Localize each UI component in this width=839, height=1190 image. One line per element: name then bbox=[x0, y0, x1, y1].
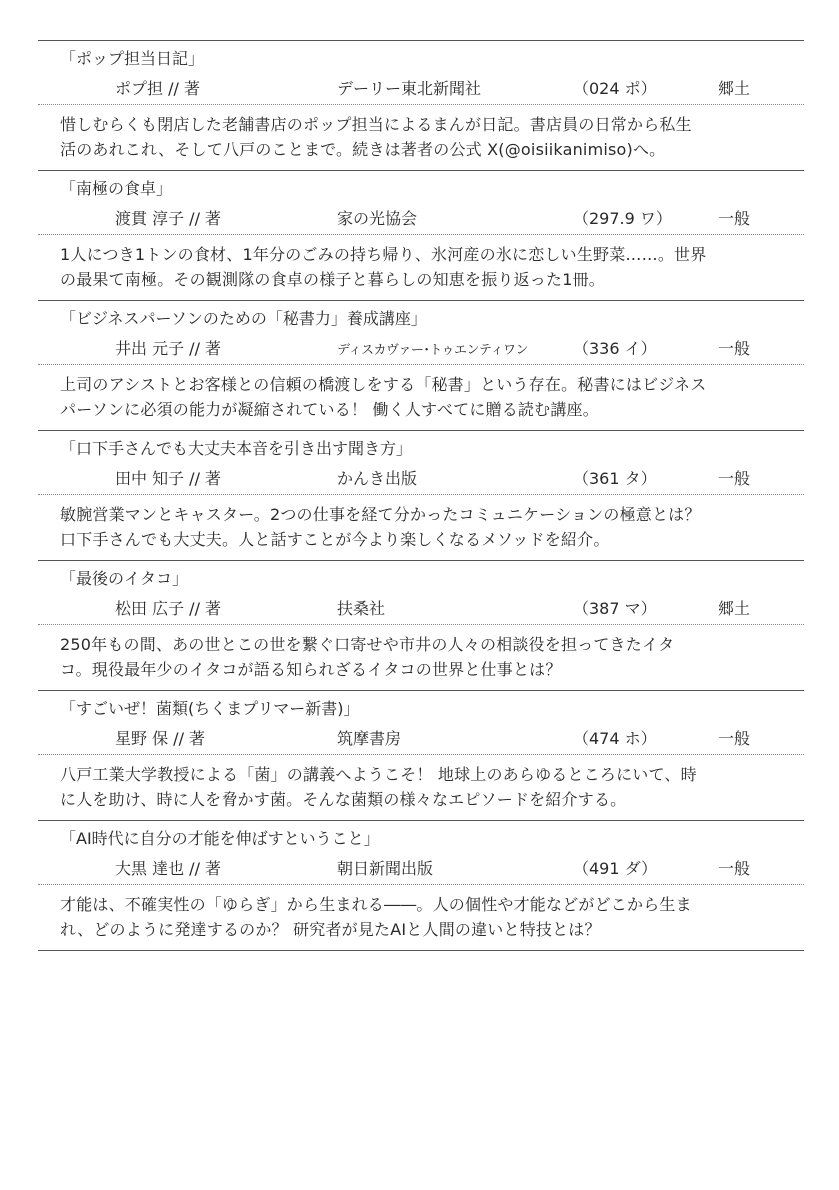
book-genre: 一般 bbox=[718, 209, 751, 228]
book-author: 井出 元子 // 著 bbox=[115, 339, 222, 358]
book-author: 大黒 達也 // 著 bbox=[115, 859, 222, 878]
book-publisher: 朝日新聞出版 bbox=[337, 859, 434, 878]
book-author: 渡貫 淳子 // 著 bbox=[115, 209, 222, 228]
book-description bbox=[38, 755, 804, 820]
book-entry bbox=[38, 300, 804, 430]
book-title: 「最後のイタコ」 bbox=[60, 569, 189, 588]
book-title: 「口下手さんでも大丈夫本音を引き出す聞き方」 bbox=[60, 439, 413, 458]
book-author: 松田 広子 // 著 bbox=[115, 599, 222, 618]
book-genre: 郷土 bbox=[718, 599, 751, 618]
book-meta bbox=[38, 857, 804, 885]
description-line: 活のあれこれ、そして八戸のことまで。続きは著者の公式 X(@oisiikanimiso)へ。 bbox=[60, 140, 666, 159]
description-line: 敏腕営業マンとキャスター。2つの仕事を経て分かったコミュニケーションの極意とは？ bbox=[60, 505, 701, 524]
book-meta bbox=[38, 467, 804, 495]
book-meta bbox=[38, 597, 804, 625]
book-description bbox=[38, 235, 804, 300]
book-genre: 一般 bbox=[718, 339, 751, 358]
description-line: 口下手さんでも大丈夫。人と話すことが今より楽しくなるメソッドを紹介。 bbox=[60, 530, 610, 549]
description-line: 惜しむらくも閉店した老舗書店のポップ担当によるまんが日記。書店員の日常から私生 bbox=[60, 115, 692, 134]
book-publisher: デーリー東北新聞社 bbox=[337, 79, 482, 98]
book-author: ポプ担 // 著 bbox=[115, 79, 200, 98]
description-line: 才能は、不確実性の「ゆらぎ」から生まれる――。人の個性や才能などがどこから生ま bbox=[60, 895, 692, 914]
book-call-number: （024 ポ） bbox=[573, 79, 657, 98]
description-line: 250年もの間、あの世とこの世を繋ぐ口寄せや市井の人々の相談役を担ってきたイタ bbox=[60, 635, 675, 654]
book-description bbox=[38, 625, 804, 690]
book-author: 田中 知子 // 著 bbox=[115, 469, 222, 488]
book-title: 「ビジネスパーソンのための「秘書力」養成講座」 bbox=[60, 309, 427, 328]
book-entry bbox=[38, 690, 804, 820]
book-description bbox=[38, 495, 804, 560]
book-list bbox=[38, 40, 804, 951]
book-title: 「すごいぜ！菌類(ちくまプリマー新書)」 bbox=[60, 699, 360, 718]
description-line: コ。現役最年少のイタコが語る知られざるイタコの世界と仕事とは？ bbox=[60, 660, 562, 679]
description-line: に人を助け、時に人を脅かす菌。そんな菌類の様々なエピソードを紹介する。 bbox=[60, 790, 627, 809]
book-call-number: （297.9 ワ） bbox=[573, 209, 672, 228]
book-description bbox=[38, 885, 804, 950]
description-line: 上司のアシストとお客様との信頼の橋渡しをする「秘書」という存在。秘書にはビジネス bbox=[60, 375, 707, 394]
book-title: 「ポップ担当日記」 bbox=[60, 49, 205, 68]
book-publisher: ディスカヴァー･トゥエンティワン bbox=[337, 343, 528, 358]
description-line: 1人につき1トンの食材、1年分のごみの持ち帰り、氷河産の氷に恋しい生野菜……。世界 bbox=[60, 245, 707, 264]
book-publisher: 筑摩書房 bbox=[337, 729, 402, 748]
book-meta bbox=[38, 207, 804, 235]
book-entry bbox=[38, 430, 804, 560]
book-title: 「南極の食卓」 bbox=[60, 179, 173, 198]
book-entry bbox=[38, 820, 804, 951]
book-entry bbox=[38, 170, 804, 300]
book-description bbox=[38, 365, 804, 430]
book-entry bbox=[38, 560, 804, 690]
book-description bbox=[38, 105, 804, 170]
book-publisher: かんき出版 bbox=[337, 469, 418, 488]
book-publisher: 家の光協会 bbox=[337, 209, 418, 228]
description-line: の最果て南極。その観測隊の食卓の様子と暮らしの知恵を振り返った1冊。 bbox=[60, 270, 605, 289]
book-publisher: 扶桑社 bbox=[337, 599, 386, 618]
book-genre: 郷土 bbox=[718, 79, 751, 98]
description-line: 八戸工業大学教授による「菌」の講義へようこそ！ 地球上のあらゆるところにいて、時 bbox=[60, 765, 697, 784]
book-author: 星野 保 // 著 bbox=[115, 729, 206, 748]
book-call-number: （474 ホ） bbox=[573, 729, 657, 748]
book-call-number: （387 マ） bbox=[573, 599, 657, 618]
book-call-number: （361 タ） bbox=[573, 469, 657, 488]
book-genre: 一般 bbox=[718, 469, 751, 488]
description-line: パーソンに必須の能力が凝縮されている！ 働く人すべてに贈る読む講座。 bbox=[60, 400, 599, 419]
book-call-number: （491 ダ） bbox=[573, 859, 658, 878]
book-meta bbox=[38, 77, 804, 105]
book-meta bbox=[38, 337, 804, 365]
book-call-number: （336 イ） bbox=[573, 339, 657, 358]
book-title: 「AI時代に自分の才能を伸ばすということ」 bbox=[60, 829, 380, 848]
book-meta bbox=[38, 727, 804, 755]
description-line: れ、どのように発達するのか？ 研究者が見たAIと人間の違いと特技とは？ bbox=[60, 920, 601, 939]
book-genre: 一般 bbox=[718, 859, 751, 878]
book-entry bbox=[38, 40, 804, 170]
book-genre: 一般 bbox=[718, 729, 751, 748]
